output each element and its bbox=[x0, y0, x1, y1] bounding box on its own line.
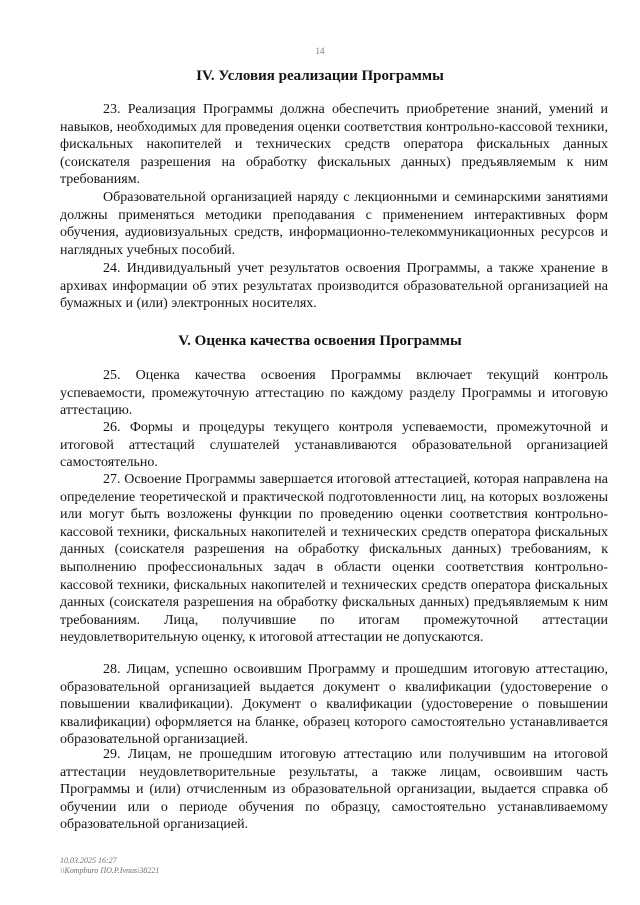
paragraph-23: 23. Реализация Программы должна обеспечить приобретение знаний, умений и навыков, необходимых для проведения оценки соответствия контрольно-кассовой техники, фискальных накопителей и технических средств оператора фискальных данных (соискателя разрешения на обработку фискальных данных) предъявляемым к ним требованиям. bbox=[60, 102, 608, 188]
paragraph-29: 29. Лицам, не прошедшим итоговую аттестацию или получившим на итоговой аттестации неудовлетворительные результаты, а также лицам, освоившим часть Программы и (или) отчисленным из образовательной организации, выдается справка об обучении или о периоде обучения по образцу, самостоятельно устанавливаемому образовательной организацией. bbox=[60, 747, 608, 833]
section-5-heading: V. Оценка качества освоения Программы bbox=[178, 333, 462, 349]
paragraph-28: 28. Лицам, успешно освоившим Программу и прошедшим итоговую аттестацию, образовательной организацией выдается документ о квалификации (удостоверение о повышении квалификации). Документ о квалификации (удостоверение о повышении квалификации) оформляется на бланке, образец которого самостоятельно устанавливается образовательной организацией. bbox=[60, 662, 608, 748]
paragraph-methods: Образовательной организацией наряду с лекционными и семинарскими занятиями должны применяться методики преподавания с применением интерактивных форм обучения, аудиовизуальных средств, информационно-телекоммуникационных ресурсов и наглядных учебных пособий. bbox=[60, 190, 608, 258]
footer-file-path: \\Kompburo ПО.P.Ivnus\38221 bbox=[60, 866, 160, 875]
paragraph-26: 26. Формы и процедуры текущего контроля успеваемости, промежуточной и итоговой аттестаций слушателей устанавливаются образовательной организацией самостоятельно. bbox=[60, 420, 608, 471]
footer-timestamp: 10.03.2025 16:27 bbox=[60, 856, 117, 865]
section-4-heading: IV. Условия реализации Программы bbox=[196, 68, 444, 84]
paragraph-27: 27. Освоение Программы завершается итоговой аттестацией, которая направлена на определение теоретической и практической подготовленности лиц, на которых возложены или могут быть возложены функции по проведению оценки соответствия контрольно-кассовой техники, фискальных накопителей и технических средств оператора фискальных данных (соискателя разрешения на обработку фискальных данных) требованиям, к выполнению профессиональных задач в области оценки соответствия контрольно-кассовой техники, фискальных накопителей и технических средств оператора фискальных данных (соискателя разрешения на обработку фискальных данных) предъявляемым к ним требованиям. Лица, получившие по итогам промежуточной аттестации неудовлетворительную оценку, к итоговой аттестации не допускаются. bbox=[60, 472, 608, 646]
paragraph-25: 25. Оценка качества освоения Программы включает текущий контроль успеваемости, промежуточную аттестацию по каждому разделу Программы и итоговую аттестацию. bbox=[60, 368, 608, 419]
page-number: 14 bbox=[315, 46, 325, 56]
paragraph-24: 24. Индивидуальный учет результатов освоения Программы, а также хранение в архивах информации об этих результатах производится образовательной организацией на бумажных и (или) электронных носителях. bbox=[60, 261, 608, 312]
